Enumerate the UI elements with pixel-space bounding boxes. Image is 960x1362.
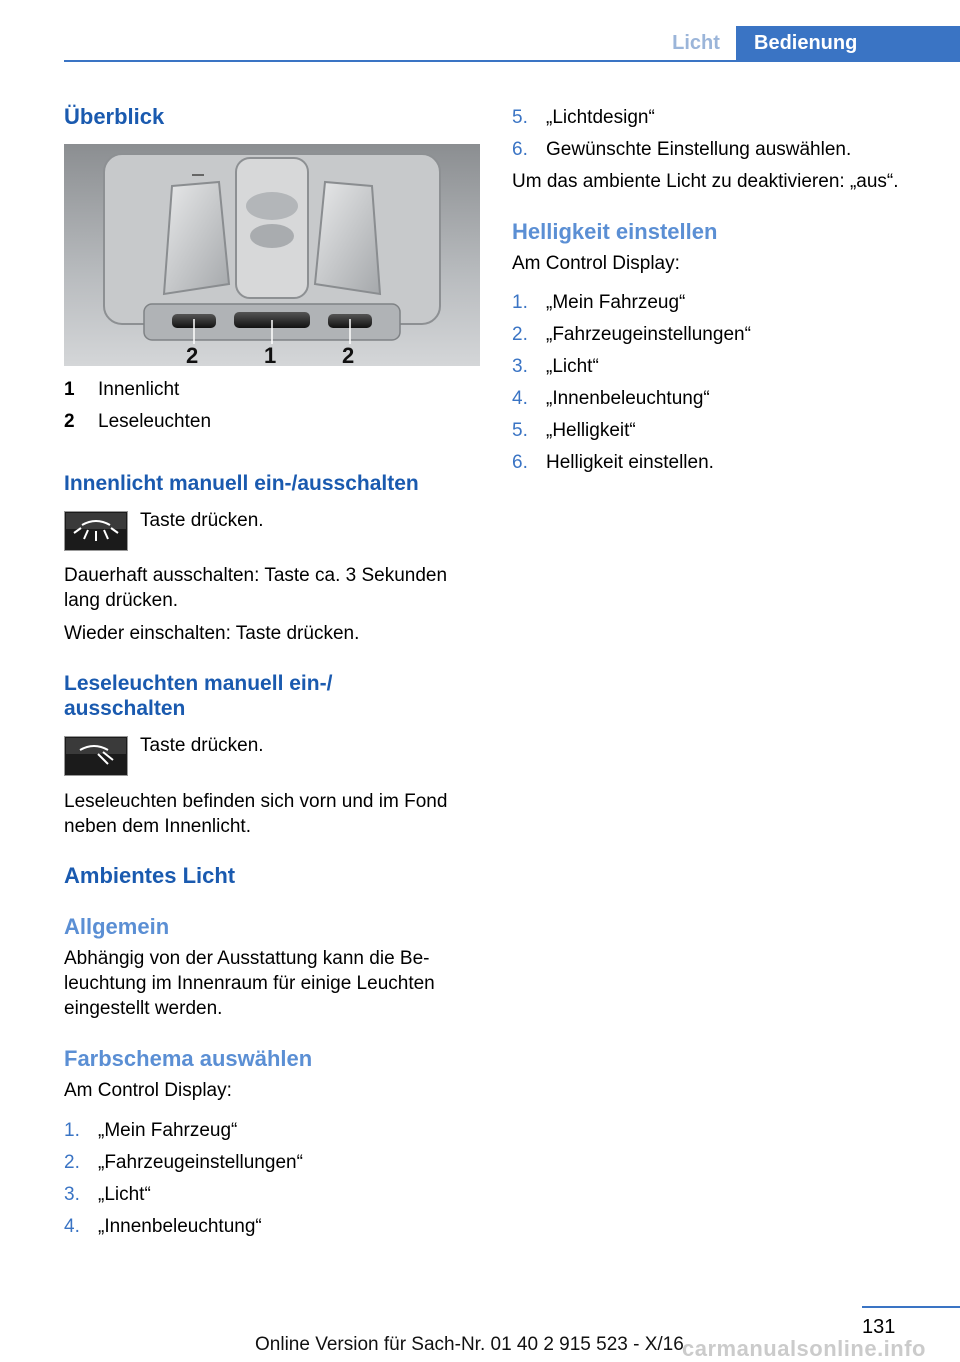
interior-light-button-icon bbox=[64, 511, 128, 551]
header-rule bbox=[64, 60, 960, 62]
step-label: „Fahrzeugeinstellungen“ bbox=[98, 1152, 303, 1173]
footer-edition-text: Online Version für Sach-Nr. 01 40 2 915 523 - X/16 bbox=[255, 1334, 684, 1355]
step-num: 4. bbox=[64, 1216, 80, 1237]
photo-label-right: 2 bbox=[342, 343, 355, 366]
helligkeit-intro: Am Control Display: bbox=[512, 253, 680, 274]
innenlicht-press: Taste drücken. bbox=[140, 510, 264, 531]
page-number: 131 bbox=[862, 1316, 896, 1338]
photo-label-left: 2 bbox=[186, 343, 199, 366]
legend-num: 2 bbox=[64, 411, 75, 432]
heading-innenlicht: Innenlicht manuell ein-/ausschalten bbox=[64, 472, 419, 495]
heading-leseleuchten-2: ausschalten bbox=[64, 697, 186, 720]
heading-helligkeit: Helligkeit einstellen bbox=[512, 219, 718, 244]
overhead-console-photo bbox=[64, 144, 480, 366]
step-num: 6. bbox=[512, 139, 528, 160]
tab-licht: Licht bbox=[672, 32, 720, 54]
leseleuchten-para: Leseleuchten befinden sich vorn und im Fond neben dem Innenlicht. bbox=[64, 791, 448, 837]
heading-ambientes-licht: Ambientes Licht bbox=[64, 863, 236, 888]
step-num: 3. bbox=[64, 1184, 80, 1205]
reading-light-button-icon bbox=[64, 736, 128, 776]
step-num: 6. bbox=[512, 452, 528, 473]
heading-leseleuchten-1: Leseleuchten manuell ein-/ bbox=[64, 672, 333, 695]
deactivate-text: Um das ambiente Licht zu deaktivieren: „aus“. bbox=[512, 171, 899, 192]
step-label: „Innenbeleuchtung“ bbox=[546, 388, 710, 409]
step-num: 2. bbox=[512, 324, 528, 345]
tab-bedienung: Bedienung bbox=[736, 26, 960, 62]
step-num: 5. bbox=[512, 107, 528, 128]
step-label: „Fahrzeugeinstellungen“ bbox=[546, 324, 751, 345]
legend-label: Innenlicht bbox=[98, 379, 180, 400]
step-label: Helligkeit einstellen. bbox=[546, 452, 714, 473]
farbschema-intro: Am Control Display: bbox=[64, 1080, 232, 1101]
step-label: „Licht“ bbox=[546, 356, 599, 377]
step-num: 1. bbox=[512, 292, 528, 313]
step-num: 3. bbox=[512, 356, 528, 377]
step-label: „Innenbeleuchtung“ bbox=[98, 1216, 262, 1237]
legend-num: 1 bbox=[64, 379, 75, 400]
watermark: carmanualsonline.info bbox=[682, 1336, 926, 1361]
step-label: „Mein Fahrzeug“ bbox=[546, 292, 686, 313]
step-label: „Licht“ bbox=[98, 1184, 151, 1205]
step-num: 5. bbox=[512, 420, 528, 441]
step-num: 2. bbox=[64, 1152, 80, 1173]
step-num: 1. bbox=[64, 1120, 80, 1141]
innenlicht-para-2: Wieder einschalten: Taste drücken. bbox=[64, 623, 360, 644]
allgemein-para: Abhängig von der Ausstattung kann die Be‐ leuchtung im Innenraum für einige Leuchten eingestellt werden. bbox=[64, 948, 435, 1019]
heading-allgemein: Allgemein bbox=[64, 914, 170, 939]
step-label: „Lichtdesign“ bbox=[546, 107, 655, 128]
step-label: „Mein Fahrzeug“ bbox=[98, 1120, 238, 1141]
photo-label-center: 1 bbox=[264, 343, 277, 366]
step-num: 4. bbox=[512, 388, 528, 409]
footer-rule bbox=[862, 1306, 960, 1308]
heading-ueberblick: Überblick bbox=[64, 104, 165, 129]
heading-farbschema: Farbschema auswählen bbox=[64, 1046, 313, 1071]
step-label: „Helligkeit“ bbox=[546, 420, 636, 441]
leseleuchten-press: Taste drücken. bbox=[140, 735, 264, 756]
step-label: Gewünschte Einstellung auswählen. bbox=[546, 139, 852, 160]
innenlicht-para-1: Dauerhaft ausschalten: Taste ca. 3 Sekunden lang drücken. bbox=[64, 565, 448, 611]
legend-label: Leseleuchten bbox=[98, 411, 212, 432]
